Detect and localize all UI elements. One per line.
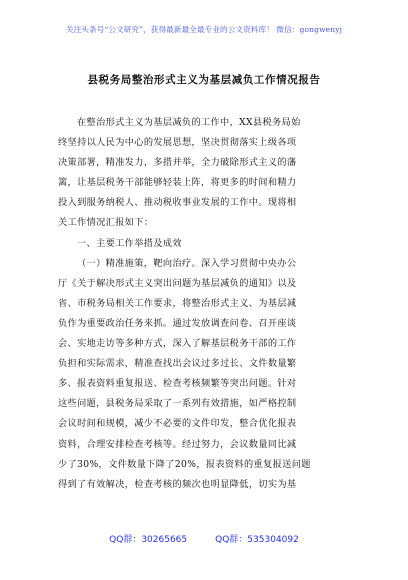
paragraph-line: 少了30%，文件数量下降了20%，报表资料的重复报送问题: [58, 458, 311, 470]
document-body: [58, 113, 351, 495]
paragraph-line: 这些问题，县税务局采取了一系列有效措施，如严格控制: [58, 398, 297, 410]
qq-group-2: QQ群：535304092: [215, 535, 299, 545]
paragraph-line: 负作为重要政治任务来抓。通过发放调查问卷、召开座谈: [58, 317, 297, 329]
footer-contact: [0, 532, 408, 545]
paragraph-line: 厅《关于解决形式主义突出问题为基层减负的通知》以及: [58, 277, 297, 289]
paragraph-line: 决策部署，精准发力，多措并举，全力破除形式主义的藩: [58, 157, 297, 169]
paragraph-line: 省、市税务局相关工作要求，将整治形式主义、为基层减: [58, 297, 297, 309]
section-heading: 一、主要工作举措及成效: [77, 237, 182, 249]
document-title: 县税务局整治形式主义为基层减负工作情况报告: [87, 74, 321, 86]
qq-group-1: QQ群：30265665: [109, 535, 188, 545]
paragraph-line: 会议时间和规模，减少不必要的文件印发，整合优化报表: [58, 418, 297, 430]
paragraph-line: 终坚持以人民为中心的发展思想，坚决贯彻落实上级各项: [58, 137, 297, 149]
paragraph-line: （一）精准施策，靶向治疗。深入学习贯彻中央办公: [77, 257, 297, 269]
paragraph-line: 在整治形式主义为基层减负的工作中，XX县税务局始: [77, 117, 301, 128]
paragraph-line: 资料，合理安排检查考核等。经过努力，会议数量同比减: [58, 438, 297, 450]
paragraph-line: 关工作情况汇报如下：: [58, 217, 154, 229]
paragraph-line: 得到了有效解决，检查考核的频次也明显降低，切实为基: [58, 478, 297, 490]
paragraph-line: 多、报表资料重复报送、检查考核频繁等突出问题。针对: [58, 378, 297, 390]
paragraph-line: 投入到服务纳税人、推动税收事业发展的工作中。现将相: [58, 197, 297, 209]
paragraph-line: 负担和实际需求，精准查找出会议过多过长、文件数量繁: [58, 358, 297, 370]
paragraph-line: 会、实地走访等多种方式，深入了解基层税务干部的工作: [58, 338, 297, 350]
header-banner: 关注头条号“公文研究”，获得最新最全最专业的公文资料库！ 微信：gongwenyj: [65, 25, 343, 34]
paragraph-line: 篱，让基层税务干部能够轻装上阵，将更多的时间和精力: [58, 177, 297, 189]
